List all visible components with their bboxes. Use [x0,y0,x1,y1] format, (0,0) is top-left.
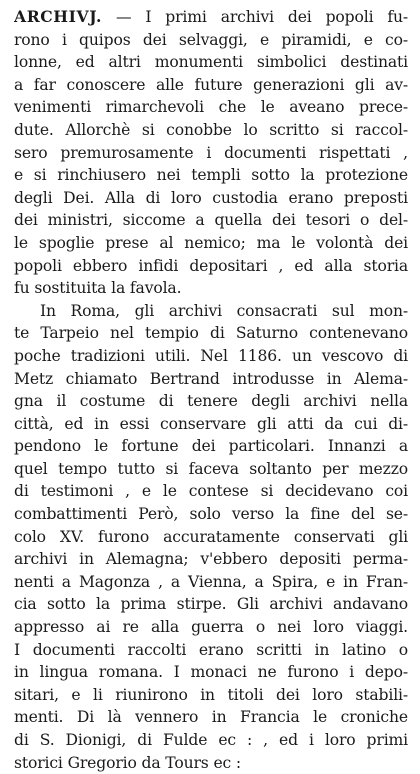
text-line: poche tradizioni utili. Nel 1186. un vescovo di [14,346,408,365]
text-line: a far conoscere alle future generazioni gli av- [14,75,408,94]
text-line: nenti a Magonza , a Vienna, a Spira, e in Fran- [14,572,408,591]
text-line: città, ed in essi conservare gli atti da cui di- [14,414,408,433]
text-line: menti. Di là vennero in Francia le croniche [14,708,408,727]
text-line: archivi in Alemagna; v'ebbero depositi perma- [14,550,408,569]
text-line: in lingua romana. I monaci ne furono i depo- [14,663,408,682]
text-line [14,6,408,29]
text-line: te Tarpeio nel tempio di Saturno contenevano [14,324,408,343]
paragraph-1 [14,6,408,300]
text-line: dei ministri, siccome a quella dei tesori o del- [14,211,408,230]
text-line-body: — I primi archivi dei popoli fu- [102,8,408,26]
text-line: sitari, e li riunirono in titoli dei loro stabili- [14,685,408,704]
text-line: appresso ai re alla guerra o nei loro viaggi. [14,618,408,637]
text-line: I documenti raccolti erano scritti in latino o [14,640,408,659]
text-line: venimenti rimarchevoli che le aveano prece- [14,98,408,117]
text-line: degli Dei. Alla di loro custodia erano preposti [14,188,408,207]
text-line: gna il costume di tenere degli archivi nella [14,392,408,411]
text-line: le spoglie prese al nemico; ma le volontà dei [14,233,408,252]
article-title: ARCHIVJ. [14,7,102,26]
paragraph-2 [14,300,408,774]
text-line: quel tempo tutto si faceva soltanto per mezzo [14,459,408,478]
text-line: Metz chiamato Bertrand introdusse in Alema- [14,369,408,388]
text-line: dute. Allorchè si conobbe lo scritto si raccol- [14,120,408,139]
text-line: popoli ebbero infidi depositari , ed alla storia [14,256,408,275]
text-line: In Roma, gli archivi consacrati sul mon- [40,301,408,320]
text-line: fu sostituita la favola. [14,279,182,298]
text-line: lonne, ed altri monumenti simbolici destinati [14,53,408,72]
text-line: di testimoni , e le contese si decidevano coi [14,482,408,501]
text-line: combattimenti Però, solo verso la fine del se- [14,505,408,524]
text-line: cia sotto la prima stirpe. Gli archivi andavano [14,595,408,614]
text-line: storici Gregorio da Tours ec : [14,753,242,772]
text-line: colo XV. furono accuratamente conservati gli [14,527,408,546]
text-line: pendono le fortune dei particolari. Innanzi a [14,437,408,456]
text-line: e si rinchiusero nei templi sotto la protezione [14,166,408,185]
text-line: sero premurosamente i documenti rispettati , [14,143,408,162]
text-line: rono i quipos dei selvaggi, e piramidi, e co- [14,30,408,49]
text-line: di S. Dionigi, di Fulde ec : , ed i loro primi [14,731,408,749]
